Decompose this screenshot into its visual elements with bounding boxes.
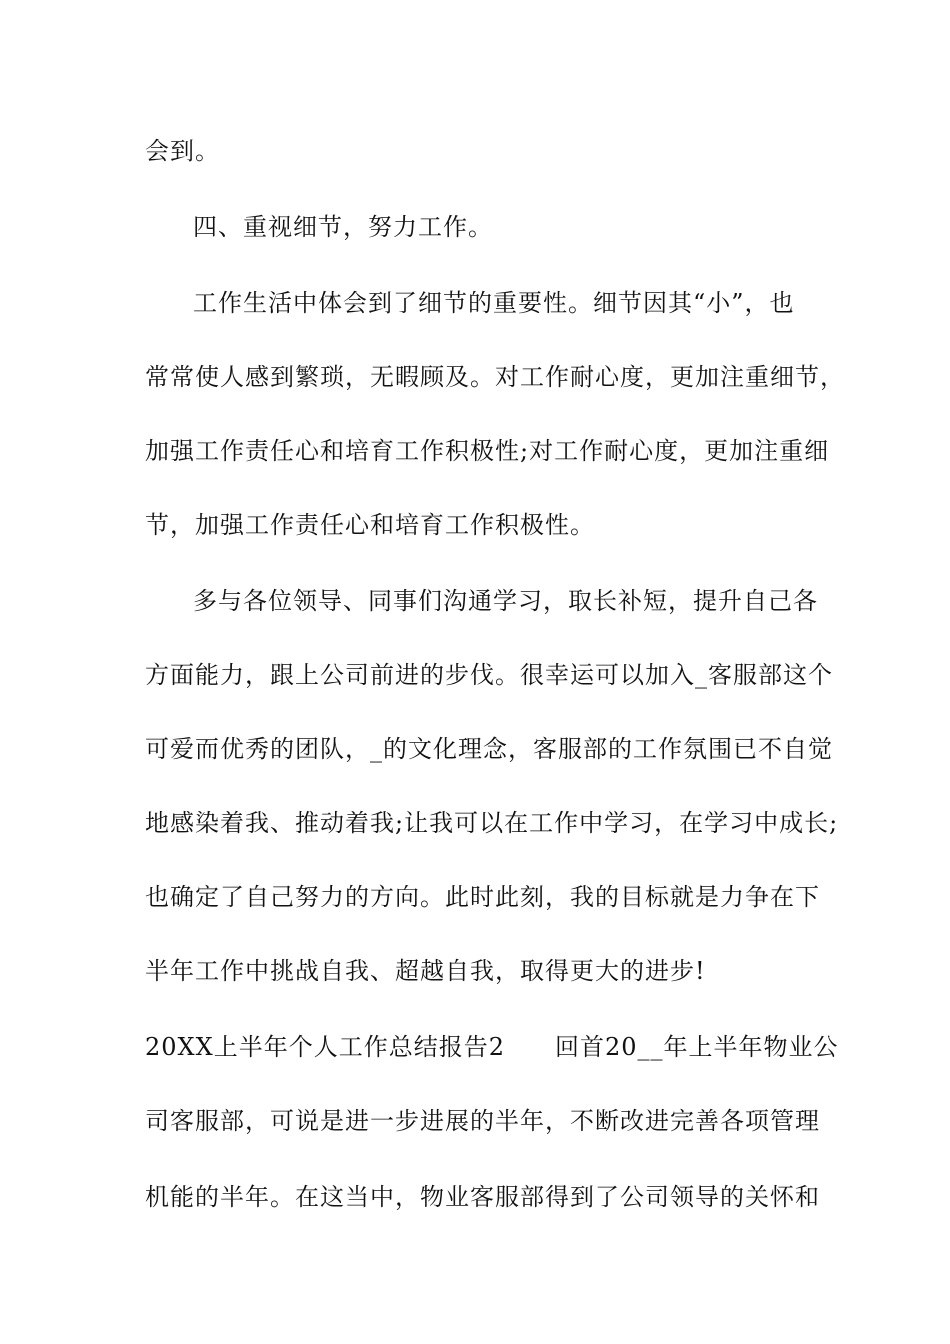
text-line: 会到。: [145, 137, 220, 165]
text-line: 地感染着我、推动着我;让我可以在工作中学习，在学习中成长;: [145, 809, 839, 837]
text-line: 方面能力，跟上公司前进的步伐。很幸运可以加入_客服部这个: [145, 661, 833, 689]
text-line: 司客服部，可说是进一步进展的半年，不断改进完善各项管理: [145, 1107, 820, 1135]
text-line: 机能的半年。在这当中，物业客服部得到了公司领导的关怀和: [145, 1183, 820, 1211]
text-line: 工作生活中体会到了细节的重要性。细节因其“小”，也: [193, 289, 795, 317]
report-title-line: 20XX上半年个人工作总结报告2 回首20__年上半年物业公: [145, 1033, 839, 1061]
text-line: 节，加强工作责任心和培育工作积极性。: [145, 511, 595, 539]
text-line: 也确定了自己努力的方向。此时此刻，我的目标就是力争在下: [145, 883, 820, 911]
text-line: 多与各位领导、同事们沟通学习，取长补短，提升自己各: [193, 587, 818, 615]
text-line: 常常使人感到繁琐，无暇顾及。对工作耐心度，更加注重细节，: [145, 363, 845, 391]
text-line: 半年工作中挑战自我、超越自我，取得更大的进步!: [145, 957, 706, 985]
section-heading: 四、重视细节，努力工作。: [193, 213, 493, 241]
text-line: 加强工作责任心和培育工作积极性;对工作耐心度，更加注重细: [145, 437, 830, 465]
text-line: 可爱而优秀的团队，_的文化理念，客服部的工作氛围已不自觉: [145, 735, 833, 763]
